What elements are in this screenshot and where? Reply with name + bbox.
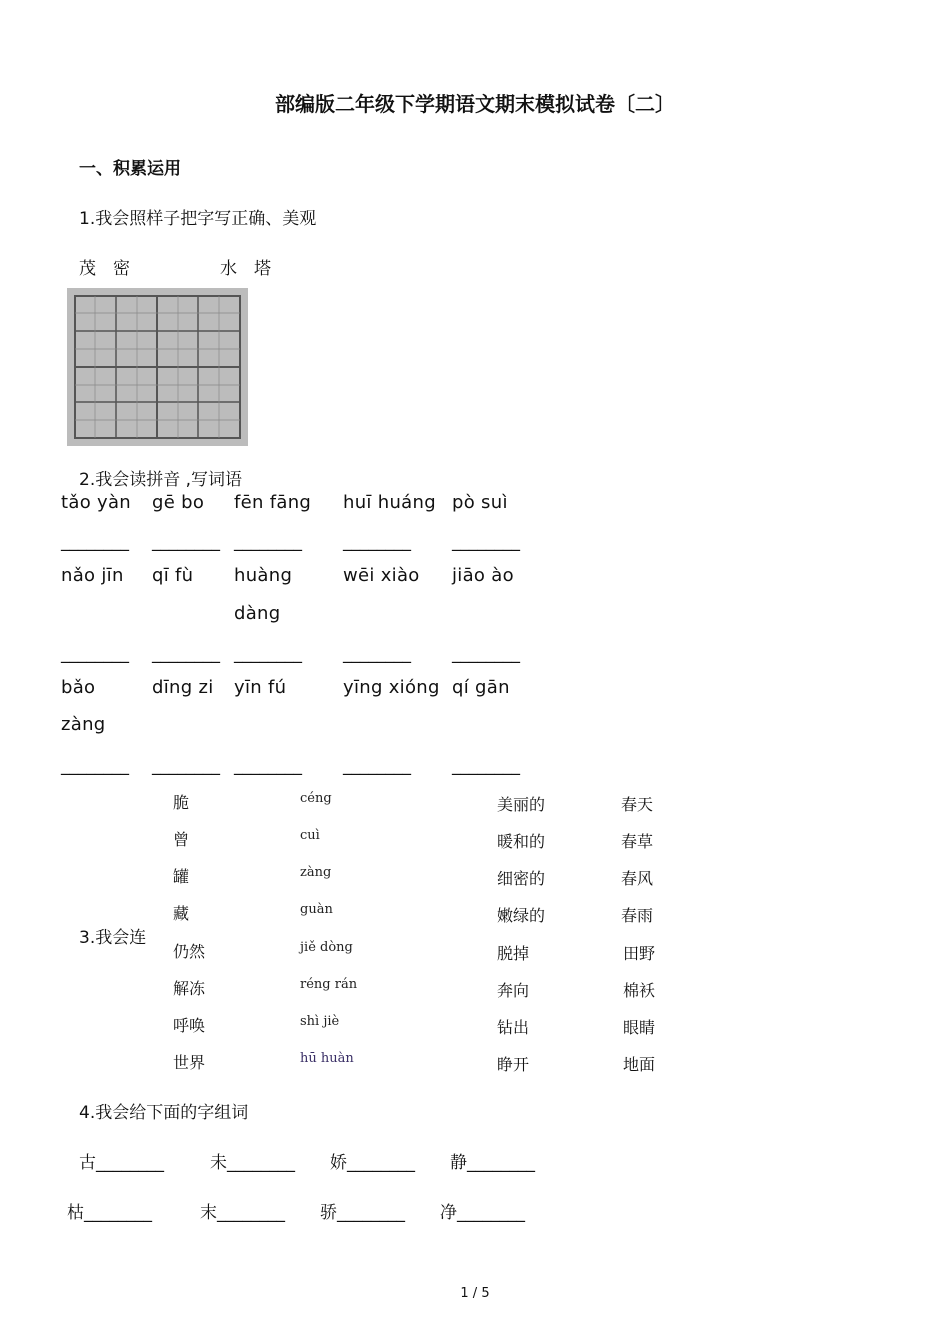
pinyin-cell: pò suì bbox=[452, 492, 508, 513]
match-char[interactable]: 仍然 bbox=[173, 942, 206, 961]
question-4-label: 4.我会给下面的字组词 bbox=[79, 1103, 249, 1123]
word-blank[interactable]: 静________ bbox=[450, 1153, 535, 1173]
match-phrase[interactable]: 嫩绿的 bbox=[497, 906, 546, 925]
question-1-label: 1.我会照样子把字写正确、美观 bbox=[79, 209, 317, 229]
answer-blank[interactable]: ________ bbox=[61, 644, 129, 664]
word-blank[interactable]: 枯________ bbox=[67, 1203, 152, 1223]
answer-blank[interactable]: ________ bbox=[234, 756, 302, 776]
match-char[interactable]: 曾 bbox=[173, 830, 190, 849]
word-blank[interactable]: 末________ bbox=[200, 1203, 285, 1223]
word-blank[interactable]: 骄________ bbox=[320, 1203, 405, 1223]
match-phrase[interactable]: 细密的 bbox=[497, 869, 546, 888]
match-char[interactable]: 世界 bbox=[173, 1053, 206, 1072]
answer-blank[interactable]: ________ bbox=[452, 756, 520, 776]
pinyin-cell: jiāo ào bbox=[452, 565, 514, 586]
pinyin-cell: qī fù bbox=[152, 565, 194, 586]
match-phrase[interactable]: 美丽的 bbox=[497, 795, 546, 814]
pinyin-cell-wrap: dàng bbox=[234, 603, 281, 624]
match-phrase[interactable]: 脱掉 bbox=[497, 944, 530, 963]
match-char[interactable]: 解冻 bbox=[173, 979, 206, 998]
match-noun[interactable]: 春草 bbox=[621, 832, 654, 851]
match-pinyin[interactable]: cuì bbox=[300, 828, 320, 843]
pinyin-cell: wēi xiào bbox=[343, 565, 420, 586]
answer-blank[interactable]: ________ bbox=[452, 644, 520, 664]
match-phrase[interactable]: 暖和的 bbox=[497, 832, 546, 851]
pinyin-cell: qí gān bbox=[452, 677, 510, 698]
word-blank[interactable]: 娇________ bbox=[330, 1153, 415, 1173]
example-word-1: 茂 密 bbox=[79, 259, 130, 279]
match-noun[interactable]: 春风 bbox=[621, 869, 654, 888]
match-phrase[interactable]: 奔向 bbox=[497, 981, 530, 1000]
match-char[interactable]: 罐 bbox=[173, 867, 190, 886]
match-pinyin[interactable]: zàng bbox=[300, 865, 332, 880]
match-pinyin[interactable]: céng bbox=[300, 791, 332, 806]
pinyin-cell: fēn fāng bbox=[234, 492, 312, 513]
section-heading: 一、积累运用 bbox=[79, 159, 181, 179]
pinyin-cell: huàng bbox=[234, 565, 293, 586]
answer-blank[interactable]: ________ bbox=[152, 644, 220, 664]
answer-blank[interactable]: ________ bbox=[61, 756, 129, 776]
answer-blank[interactable]: ________ bbox=[61, 532, 129, 552]
pinyin-cell: bǎo bbox=[61, 677, 96, 698]
match-pinyin[interactable]: réng rán bbox=[300, 977, 358, 992]
match-noun[interactable]: 眼睛 bbox=[623, 1018, 656, 1037]
pinyin-cell: tǎo yàn bbox=[61, 492, 132, 513]
pinyin-cell: yīn fú bbox=[234, 677, 287, 698]
answer-blank[interactable]: ________ bbox=[343, 532, 411, 552]
match-phrase[interactable]: 睁开 bbox=[497, 1055, 530, 1074]
word-blank[interactable]: 古________ bbox=[79, 1153, 164, 1173]
pinyin-cell: nǎo jīn bbox=[61, 565, 124, 586]
answer-blank[interactable]: ________ bbox=[234, 644, 302, 664]
page-number: 1 / 5 bbox=[460, 1286, 490, 1301]
pinyin-cell-wrap: zàng bbox=[61, 714, 106, 735]
answer-blank[interactable]: ________ bbox=[152, 756, 220, 776]
answer-blank[interactable]: ________ bbox=[343, 756, 411, 776]
question-3-label: 3.我会连 bbox=[79, 928, 147, 948]
word-blank[interactable]: 未________ bbox=[210, 1153, 295, 1173]
page-title: 部编版二年级下学期语文期末模拟试卷〔二〕 bbox=[275, 92, 675, 116]
match-char[interactable]: 脆 bbox=[173, 793, 190, 812]
pinyin-cell: yīng xióng bbox=[343, 677, 440, 698]
answer-blank[interactable]: ________ bbox=[152, 532, 220, 552]
match-pinyin[interactable]: guàn bbox=[300, 902, 333, 917]
question-2-label: 2.我会读拼音 ,写词语 bbox=[79, 470, 243, 490]
match-char[interactable]: 呼唤 bbox=[173, 1016, 206, 1035]
match-phrase[interactable]: 钻出 bbox=[497, 1018, 530, 1037]
match-pinyin[interactable]: jiě dòng bbox=[300, 940, 353, 955]
match-char[interactable]: 藏 bbox=[173, 904, 190, 923]
answer-blank[interactable]: ________ bbox=[452, 532, 520, 552]
writing-grid-image bbox=[67, 288, 248, 446]
match-noun[interactable]: 田野 bbox=[623, 944, 656, 963]
word-blank[interactable]: 净________ bbox=[440, 1203, 525, 1223]
match-noun[interactable]: 春天 bbox=[621, 795, 654, 814]
pinyin-cell: dīng zi bbox=[152, 677, 214, 698]
pinyin-cell: gē bo bbox=[152, 492, 205, 513]
match-noun[interactable]: 地面 bbox=[623, 1055, 656, 1074]
answer-blank[interactable]: ________ bbox=[234, 532, 302, 552]
pinyin-cell: huī huáng bbox=[343, 492, 436, 513]
match-pinyin[interactable]: hū huàn bbox=[300, 1051, 354, 1066]
example-word-2: 水 塔 bbox=[220, 259, 271, 279]
match-noun[interactable]: 春雨 bbox=[621, 906, 654, 925]
match-noun[interactable]: 棉袄 bbox=[623, 981, 656, 1000]
answer-blank[interactable]: ________ bbox=[343, 644, 411, 664]
match-pinyin[interactable]: shì jiè bbox=[300, 1014, 340, 1029]
